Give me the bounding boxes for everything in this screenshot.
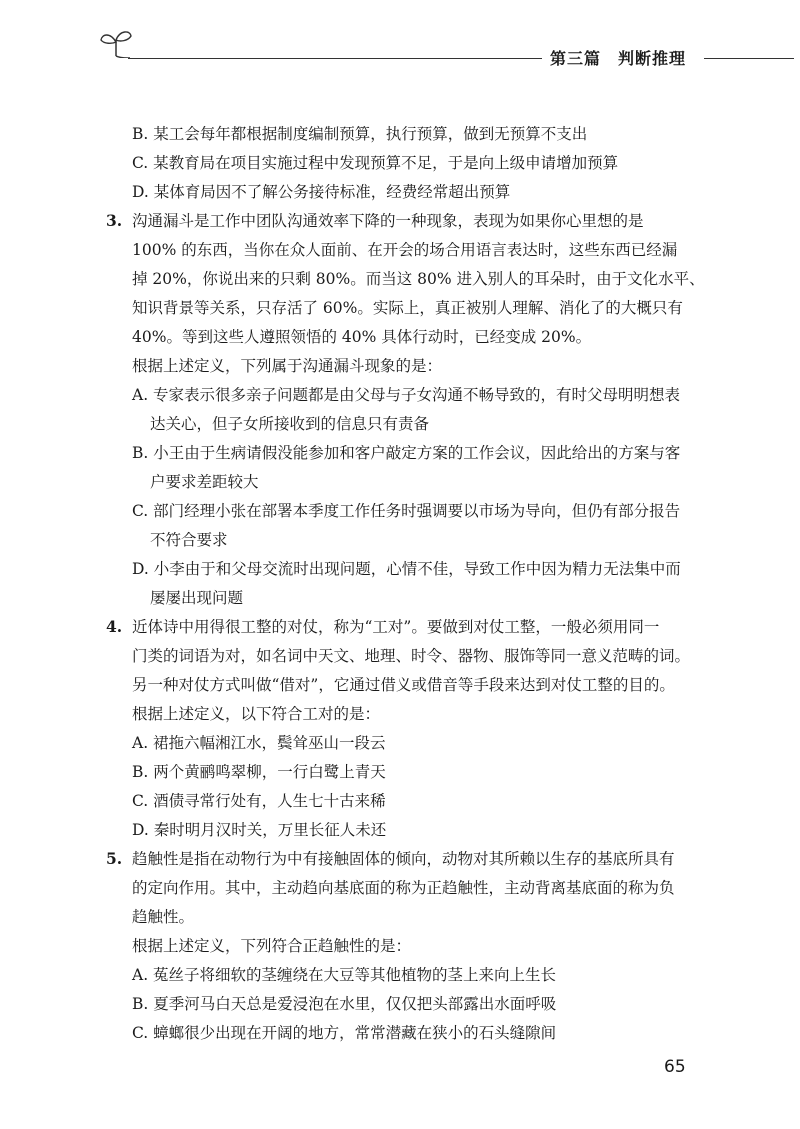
q3-option-c-line-1: C. 部门经理小张在部署本季度工作任务时强调要以市场为导向，但仍有部分报告 <box>132 502 681 520</box>
q3-question: 根据上述定义，下列属于沟通漏斗现象的是： <box>132 357 443 375</box>
q3-stem-line-4: 知识背景等关系，只存活了 60%。实际上，真正被别人理解、消化了的大概只有 <box>132 299 683 317</box>
q4-stem-line-1: 近体诗中用得很工整的对仗，称为“工对”。要做到对仗工整，一般必须用同一 <box>132 618 660 636</box>
q5-stem-line-1: 趋触性是指在动物行为中有接触固体的倾向，动物对其所赖以生存的基底所具有 <box>132 850 675 868</box>
q5-option-a: A. 菟丝子将细软的茎缠绕在大豆等其他植物的茎上来向上生长 <box>132 966 557 984</box>
q3-stem-line-2: 100% 的东西，当你在众人面前、在开会的场合用语言表达时，这些东西已经漏 <box>132 241 678 259</box>
q4-option-c: C. 酒债寻常行处有，人生七十古来稀 <box>132 792 386 810</box>
q5-option-b: B. 夏季河马白天总是爱浸泡在水里，仅仅把头部露出水面呼吸 <box>132 995 557 1013</box>
q3-number: 3. <box>106 211 123 230</box>
q5-option-c: C. 蟑螂很少出现在开阔的地方，常常潜藏在狭小的石头缝隙间 <box>132 1024 557 1042</box>
q3-stem-line-5: 40%。等到这些人遵照领悟的 40% 具体行动时，已经变成 20%。 <box>132 328 592 346</box>
header-rule-right <box>704 58 794 59</box>
q3-option-b-line-1: B. 小王由于生病请假没能参加和客户敲定方案的工作会议，因此给出的方案与客 <box>132 444 681 462</box>
q2-option-c: C. 某教育局在项目实施过程中发现预算不足，于是向上级申请增加预算 <box>132 154 619 172</box>
q3-option-a-line-1: A. 专家表示很多亲子问题都是由父母与子女沟通不畅导致的，有时父母明明想表 <box>132 386 681 404</box>
sprout-logo-icon <box>98 28 134 58</box>
q2-option-b: B. 某工会每年都根据制度编制预算，执行预算，做到无预算不支出 <box>132 125 588 143</box>
q5-stem-line-3: 趋触性。 <box>132 908 195 926</box>
q5-question: 根据上述定义，下列符合正趋触性的是： <box>132 937 412 955</box>
q4-option-d: D. 秦时明月汉时关，万里长征人未还 <box>132 821 387 839</box>
section-title: 第三篇 判断推理 <box>550 49 687 68</box>
q3-option-d-line-2: 屡屡出现问题 <box>150 589 244 607</box>
q5-number: 5. <box>106 849 123 868</box>
q3-option-a-line-2: 达关心，但子女所接收到的信息只有责备 <box>150 415 430 433</box>
q4-option-b: B. 两个黄鹂鸣翠柳，一行白鹭上青天 <box>132 763 386 781</box>
q4-question: 根据上述定义，以下符合工对的是： <box>132 705 381 723</box>
header-rule-left <box>128 58 542 59</box>
q3-stem-line-1: 沟通漏斗是工作中团队沟通效率下降的一种现象，表现为如果你心里想的是 <box>132 212 644 230</box>
q3-option-d-line-1: D. 小李由于和父母交流时出现问题，心情不佳，导致工作中因为精力无法集中而 <box>132 560 681 578</box>
q3-stem-line-3: 掉 20%，你说出来的只剩 80%。而当这 80% 进入别人的耳朵时，由于文化水平、 <box>132 270 705 288</box>
q5-stem-line-2: 的定向作用。其中，主动趋向基底面的称为正趋触性，主动背离基底面的称为负 <box>132 879 675 897</box>
q3-option-c-line-2: 不符合要求 <box>150 531 228 549</box>
q4-option-a: A. 裙拖六幅湘江水，鬓耸巫山一段云 <box>132 734 386 752</box>
q4-number: 4. <box>106 617 123 636</box>
q4-stem-line-3: 另一种对仗方式叫做“借对”，它通过借义或借音等手段来达到对仗工整的目的。 <box>132 676 675 694</box>
q3-option-b-line-2: 户要求差距较大 <box>150 473 259 491</box>
q4-stem-line-2: 门类的词语为对，如名词中天文、地理、时令、器物、服饰等同一意义范畴的词。 <box>132 647 691 665</box>
page-number: 65 <box>664 1057 686 1077</box>
page-header <box>0 0 800 80</box>
q2-option-d: D. 某体育局因不了解公务接待标准，经费经常超出预算 <box>132 183 511 201</box>
